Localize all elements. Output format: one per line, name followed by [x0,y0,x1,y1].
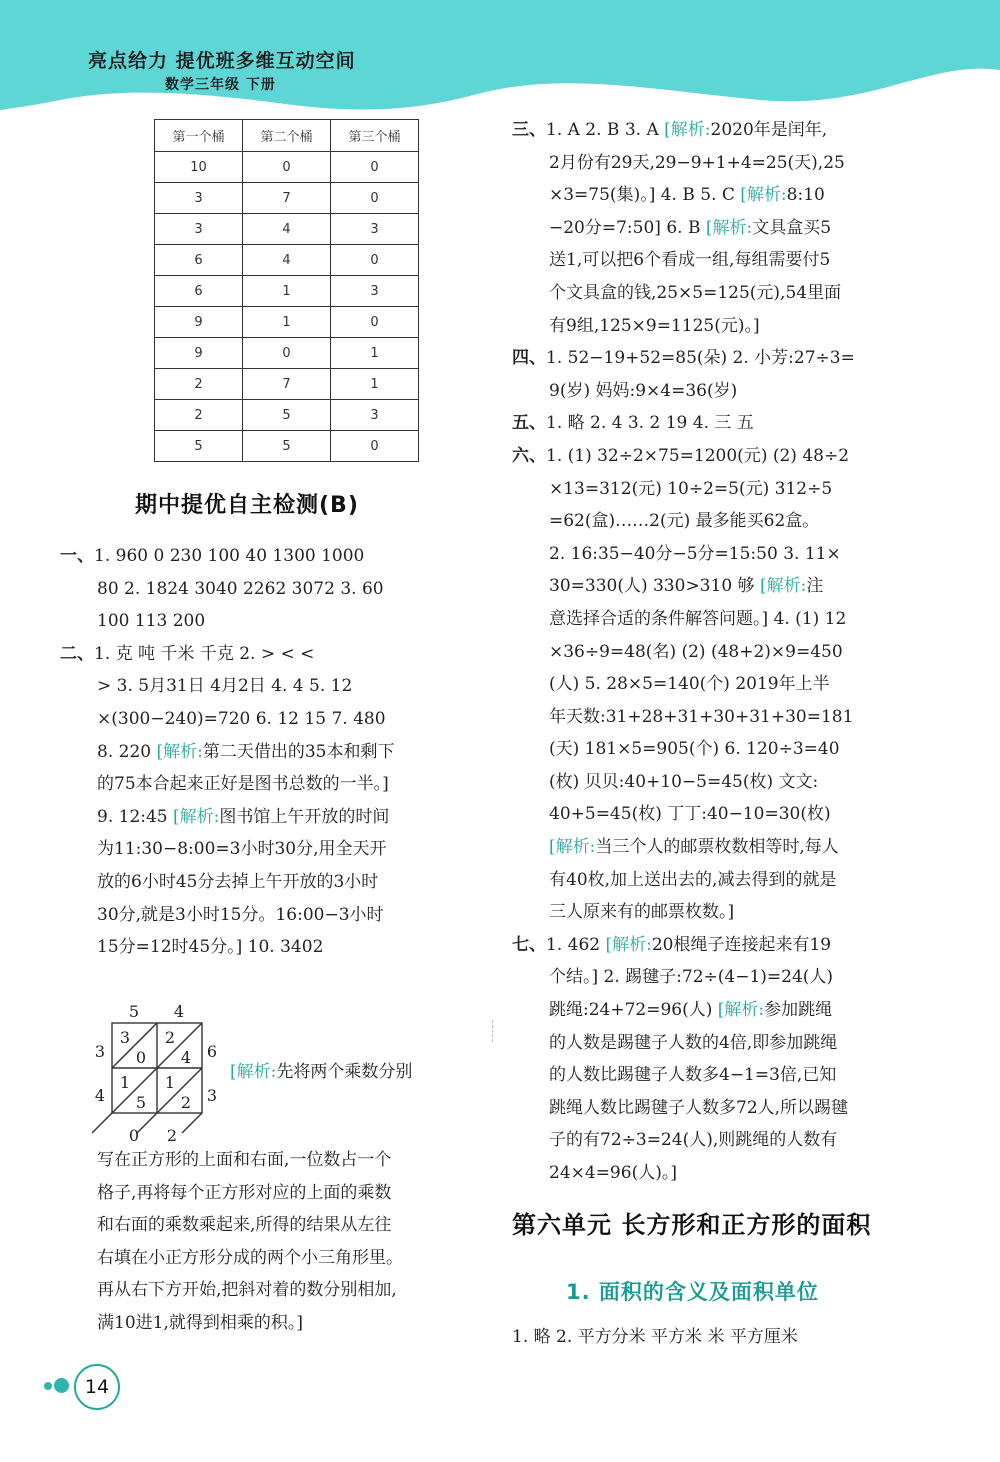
table-cell: 5 [155,431,243,462]
answer-line [512,212,932,245]
answer-line [60,833,480,866]
answer-text: 个文具盒的钱,25×5=125(元),54里面 [549,282,842,303]
table-row [155,400,419,431]
answer-line [512,831,932,864]
answer-text: 年天数:31+28+31+30+31+30=181 [549,706,854,727]
answer-line [512,701,932,734]
question-group-label: 七、 [512,934,546,955]
answer-text: 15分=12时45分。] 10. 3402 [97,937,324,958]
grid-right-digit: 3 [206,1086,218,1105]
answer-text: 2. 16:35−40分−5分=15:50 3. 11× [549,543,841,564]
grid-top-digit: 4 [173,1003,185,1021]
table-cell: 0 [243,152,331,183]
answer-text: 的人数是踢毽子人数的4倍,即参加跳绳 [549,1032,838,1053]
answer-line [512,147,932,180]
answer-text: 送1,可以把6个看成一组,每组需要付5 [549,250,831,271]
answer-text: [解析:当三个人的邮票枚数相等时,每人 [549,837,839,858]
table-cell: 1 [331,369,419,400]
table-cell: 2 [155,400,243,431]
grid-cell-digit: 2 [164,1028,176,1047]
answer-text: 1. (1) 32÷2×75=1200(元) (2) 48÷2 [546,445,850,466]
table-row [155,152,419,183]
answer-text: 跳绳人数比踢毽子人数多72人,所以踢毽 [549,1097,849,1118]
right-column [512,114,932,1190]
decorative-dot [54,1378,69,1393]
answer-line [60,899,480,932]
answer-text: −20分=7:50] 6. B [解析:文具盒买5 [549,217,832,238]
question-group-label: 五、 [512,413,546,434]
answer-text: 为11:30−8:00=3小时30分,用全天开 [97,839,387,860]
answer-text: 三人原来有的邮票枚数。] [549,902,735,923]
header-subtitle: 数学三年级 下册 [165,77,276,93]
question-group-label: 一、 [60,546,94,566]
answer-line [512,961,932,994]
table-header: 第二个桶 [243,120,331,152]
page-number: 14 [74,1364,120,1410]
answer-text: ×36÷9=48(名) (2) (48+2)×9=450 [549,641,843,662]
answer-line: 满10进1,就得到相乘的积。] [97,1312,303,1333]
question-group-label: 三、 [512,120,546,140]
answer-text: 30=330(人) 330>310 够 [解析:注 [549,576,824,597]
grid-cell-digit: 0 [135,1048,147,1067]
grid-cell-digit: 5 [135,1093,147,1112]
answer-line: 写在正方形的上面和右面,一位数占一个 [97,1150,392,1170]
answer-line: 和右面的乘数乘起来,所得的结果从左往 [97,1215,392,1236]
answer-line [512,244,932,277]
question-group-label: 二、 [60,643,94,664]
answer-line [60,736,480,769]
table-header: 第三个桶 [331,120,419,152]
answer-line [512,407,932,440]
table-cell: 0 [331,183,419,214]
answer-line [60,931,480,964]
answer-line [60,768,480,801]
answer-text: (枚) 贝贝:40+10−5=45(枚) 文文: [549,771,819,792]
answer-text: 有9组,125×9=1125(元)。] [549,315,760,336]
grid-bottom-digit: 0 [128,1126,140,1143]
table-cell: 5 [243,431,331,462]
table-cell: 1 [331,338,419,369]
answer-text: ×(300−240)=720 6. 12 15 7. 480 [97,708,386,729]
table-row [155,276,419,307]
grid-bottom-digit: 2 [166,1126,178,1143]
question-group-label: 四、 [512,348,546,369]
answer-line [60,540,480,573]
answer-line [512,1092,932,1125]
answer-text: 1. A 2. B 3. A [解析:2020年是闰年, [546,120,828,140]
grid-cell-digit: 3 [119,1028,131,1047]
left-column-continued [97,1144,527,1340]
answer-line [60,670,480,703]
answer-text: =62(盒)……2(元) 最多能买62盒。 [549,511,820,532]
grid-top-digit: 5 [128,1003,140,1021]
answer-line [512,342,932,375]
answer-line [60,573,480,606]
lattice-grid [92,1003,222,1143]
answer-text: 子的有72÷3=24(人),则跳绳的人数有 [549,1130,838,1151]
answer-line [512,668,932,701]
table-body [155,152,419,462]
answer-line: 再从右下方开始,把斜对着的数分别相加, [97,1280,397,1301]
grid-cell-digit: 2 [180,1093,192,1112]
answer-line [512,1027,932,1060]
table-cell: 3 [331,214,419,245]
answer-text: (人) 5. 28×5=140(个) 2019年上半 [549,674,830,695]
table-cell: 1 [243,307,331,338]
unit-title: 第六单元 长方形和正方形的面积 [512,1211,872,1239]
table-cell: 6 [155,245,243,276]
table-cell: 10 [155,152,243,183]
table-cell: 4 [243,245,331,276]
answer-text: > 3. 5月31日 4月2日 4. 4 5. 12 [97,676,353,697]
answer-text: 的人数比踢毽子人数多4−1=3倍,已知 [549,1065,837,1086]
table-cell: 3 [155,214,243,245]
table-row [155,338,419,369]
answer-line [512,114,932,147]
grid-left-digit: 3 [94,1042,106,1061]
answer-line [512,1059,932,1092]
bucket-table [154,119,419,462]
answer-line [512,733,932,766]
table-cell: 9 [155,338,243,369]
table-cell: 0 [243,338,331,369]
lesson-answers: 1. 略 2. 平方分米 平方米 米 平方厘米 [512,1327,798,1347]
answer-text: 个结。] 2. 踢毽子:72÷(4−1)=24(人) [549,967,834,988]
grid-right-digit: 6 [206,1042,218,1061]
decorative-dot [44,1382,52,1390]
answer-text: 意选择合适的条件解答问题。] 4. (1) 12 [549,608,847,629]
answer-line [512,994,932,1027]
left-column [60,540,480,964]
answer-line [512,864,932,897]
table-cell: 1 [243,276,331,307]
grid-cell-digit: 4 [180,1048,192,1067]
answer-line [512,798,932,831]
answer-line [512,1157,932,1190]
answer-line [60,801,480,834]
answer-line [60,866,480,899]
answer-text: (天) 181×5=905(个) 6. 120÷3=40 [549,739,840,760]
answer-line [512,440,932,473]
question-group-label: 六、 [512,445,546,466]
answer-line [512,505,932,538]
answer-line [512,636,932,669]
answer-line [512,570,932,603]
table-cell: 3 [331,276,419,307]
header-title: 亮点给力 提优班多维互动空间 [88,50,356,72]
grid-cell-digit: 1 [164,1073,176,1092]
header-banner [0,0,1000,120]
answer-text: 24×4=96(人)。] [549,1163,677,1183]
table-row [155,369,419,400]
answer-line [512,538,932,571]
table-row [155,183,419,214]
section-title: 期中提优自主检测(B) [135,493,359,518]
answer-line [512,375,932,408]
table-cell: 0 [331,152,419,183]
answer-text: 40+5=45(枚) 丁丁:40−10=30(枚) [549,804,831,825]
answer-text: 9. 12:45 [解析:图书馆上午开放的时间 [97,806,390,827]
answer-line [512,179,932,212]
answer-text: 8. 220 [解析:第二天借出的35本和剩下 [97,741,395,762]
table-cell: 6 [155,276,243,307]
table-cell: 0 [331,431,419,462]
table-row [155,431,419,462]
answer-text: 2月份有29天,29−9+1+4=25(天),25 [549,152,845,173]
answer-text: 1. 960 0 230 100 40 1300 1000 [94,546,365,566]
answer-text: 30分,就是3小时15分。16:00−3小时 [97,904,384,925]
table-cell: 5 [243,400,331,431]
table-cell: 7 [243,369,331,400]
answer-line [60,638,480,671]
table-cell: 3 [331,400,419,431]
answer-text: ×13=312(元) 10÷2=5(元) 312÷5 [549,478,833,499]
table-cell: 0 [331,307,419,338]
table-header: 第一个桶 [155,120,243,152]
answer-line [60,703,480,736]
answer-line [512,473,932,506]
table-cell: 9 [155,307,243,338]
grid-cell-digit: 1 [119,1073,131,1092]
answer-text: 80 2. 1824 3040 2262 3072 3. 60 [97,578,384,599]
answer-text: 放的6小时45分去掉上午开放的3小时 [97,871,379,892]
table-row [155,214,419,245]
answer-line: 右填在小正方形分成的两个小三角形里。 [97,1247,403,1268]
answer-text: 有40枚,加上送出去的,减去得到的就是 [549,869,837,890]
table-cell: 4 [243,214,331,245]
table-cell: 0 [331,245,419,276]
answer-text: 1. 52−19+52=85(朵) 2. 小芳:27÷3= [546,348,855,369]
answer-line [512,929,932,962]
answer-text: 1. 略 2. 4 3. 2 19 4. 三 五 [546,413,754,434]
table-header-row [155,120,419,152]
answer-line [512,310,932,343]
answer-line [512,603,932,636]
answer-text: ×3=75(集)。] 4. B 5. C [解析:8:10 [549,185,825,206]
answer-line [512,1124,932,1157]
answer-text: 的75本合起来正好是图书总数的一半。] [97,774,389,795]
answer-text: 100 113 200 [97,611,206,632]
table-cell: 3 [155,183,243,214]
answer-line [512,277,932,310]
answer-line [512,766,932,799]
table-cell: 2 [155,369,243,400]
answer-text: 1. 462 [解析:20根绳子连接起来有19 [546,934,832,955]
lesson-title: 1. 面积的含义及面积单位 [566,1280,819,1304]
table-cell: 7 [243,183,331,214]
answer-text: 9(岁) 妈妈:9×4=36(岁) [549,380,738,401]
column-divider [492,1020,494,1042]
grid-explanation: [解析:先将两个乘数分别 [230,1062,413,1082]
answer-text: 1. 克 吨 千米 千克 2. > < < [94,643,315,664]
table-row [155,307,419,338]
grid-left-digit: 4 [94,1086,106,1105]
answer-text: 跳绳:24+72=96(人) [解析:参加跳绳 [549,1000,833,1021]
table-row [155,245,419,276]
answer-line [512,896,932,929]
answer-line: 格子,再将每个正方形对应的上面的乘数 [97,1182,392,1203]
answer-line [60,605,480,638]
